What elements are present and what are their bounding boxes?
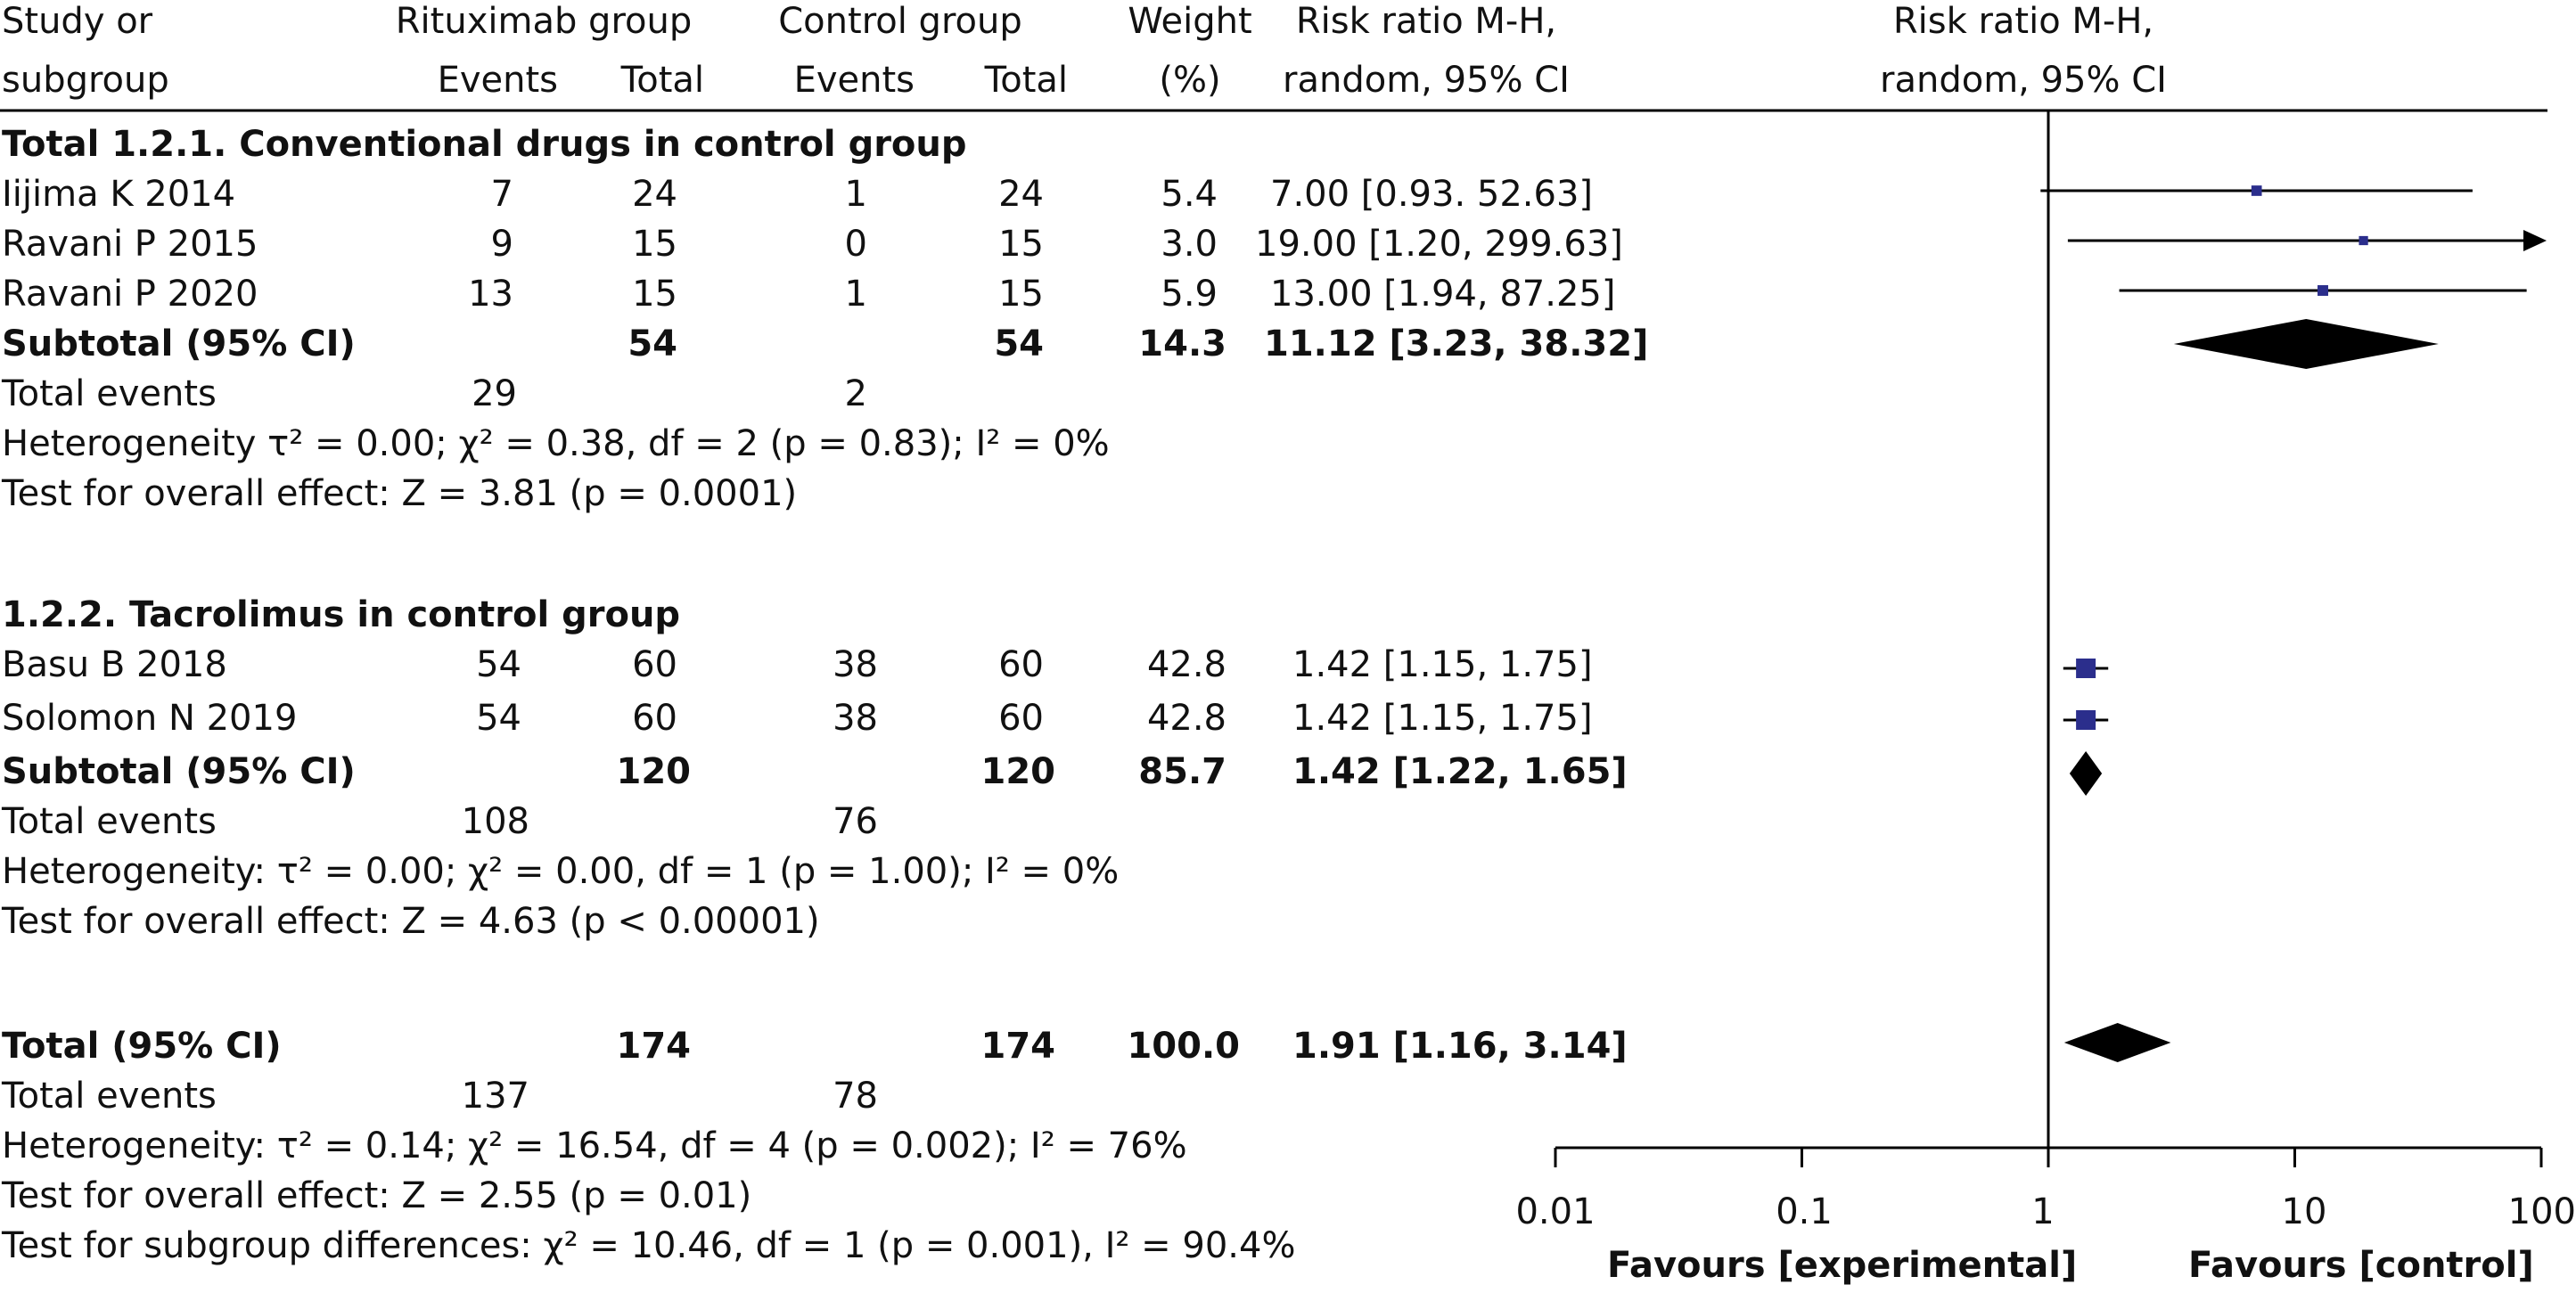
- total-events-control: 2: [844, 373, 867, 414]
- study-marker: [2318, 285, 2328, 296]
- study-marker: [2252, 185, 2262, 196]
- events-control: 38: [833, 644, 878, 685]
- subtotal-total-control: 120: [980, 751, 1055, 792]
- header-events-rituximab: Events: [437, 60, 558, 101]
- axis-tick-label: 0.01: [1515, 1191, 1596, 1232]
- subtotal-label: Subtotal (95% CI): [2, 323, 356, 364]
- favours-experimental-label: Favours [experimental]: [1607, 1245, 2078, 1286]
- subtotal-ci-text: 1.42 [1.22, 1.65]: [1292, 751, 1628, 792]
- axis-tick-label: 0.1: [1776, 1191, 1833, 1232]
- study-marker: [2359, 236, 2367, 245]
- weight: 5.9: [1161, 274, 1218, 315]
- total-control: 24: [998, 174, 1044, 215]
- ci-text: 1.42 [1.15, 1.75]: [1292, 644, 1593, 685]
- total-rituximab: 15: [632, 224, 677, 265]
- ci-text: 19.00 [1.20, 299.63]: [1255, 224, 1623, 265]
- header-plot-rr-line2: random, 95% CI: [1880, 60, 2167, 101]
- total-control: 60: [998, 644, 1044, 685]
- total-events-label: Total events: [2, 801, 217, 842]
- favours-control-label: Favours [control]: [2188, 1245, 2534, 1286]
- study-marker: [2076, 710, 2096, 730]
- total-total-rituximab: 174: [616, 1026, 691, 1067]
- subgroup-differences-text: Test for subgroup differences: χ² = 10.46, df = 1 (p = 0.001), I² = 90.4%: [2, 1225, 1296, 1266]
- ci-text: 7.00 [0.93. 52.63]: [1270, 174, 1593, 215]
- study-name: Iijima K 2014: [2, 174, 236, 215]
- total-control: 15: [998, 224, 1044, 265]
- heterogeneity-text: Heterogeneity τ² = 0.00; χ² = 0.38, df = 2 (p = 0.83); I² = 0%: [2, 423, 1110, 464]
- total-total-control: 174: [980, 1026, 1055, 1067]
- plot-layer: [1555, 110, 2547, 1167]
- header-weight-line2: (%): [1159, 60, 1221, 101]
- header-rr-line2: random, 95% CI: [1283, 60, 1570, 101]
- total-events-label: Total events: [2, 1076, 217, 1117]
- header-rituximab-group: Rituximab group: [395, 1, 693, 42]
- axis-tick-label: 1: [2031, 1191, 2055, 1232]
- header-total-rituximab: Total: [620, 60, 704, 101]
- summary-diamond: [2174, 319, 2439, 369]
- ci-arrow: [2523, 230, 2547, 251]
- overall-effect-text: Test for overall effect: Z = 4.63 (p < 0.00001): [2, 901, 820, 942]
- total-rituximab: 60: [632, 644, 677, 685]
- events-control: 1: [844, 274, 867, 315]
- weight: 5.4: [1161, 174, 1218, 215]
- study-name: Basu B 2018: [2, 644, 227, 685]
- events-control: 38: [833, 698, 878, 739]
- weight: 42.8: [1146, 698, 1226, 739]
- summary-diamond: [2064, 1023, 2171, 1062]
- subgroup2-title: 1.2.2. Tacrolimus in control group: [2, 594, 681, 635]
- total-events-rituximab: 108: [461, 801, 529, 842]
- events-control: 1: [844, 174, 867, 215]
- ci-text: 1.42 [1.15, 1.75]: [1292, 698, 1593, 739]
- total-rituximab: 15: [632, 274, 677, 315]
- events-rituximab: 13: [468, 274, 513, 315]
- subgroup1-title: Total 1.2.1. Conventional drugs in control group: [2, 124, 967, 165]
- subtotal-weight: 14.3: [1138, 323, 1226, 364]
- header-total-control: Total: [984, 60, 1068, 101]
- header-weight-line1: Weight: [1128, 1, 1252, 42]
- axis-tick-label: 100: [2507, 1191, 2576, 1232]
- heterogeneity-text: Heterogeneity: τ² = 0.14; χ² = 16.54, df = 4 (p = 0.002); I² = 76%: [2, 1125, 1187, 1166]
- header-rr-line1: Risk ratio M-H,: [1295, 1, 1557, 42]
- total-ci-text: 1.91 [1.16, 3.14]: [1292, 1026, 1628, 1067]
- header-plot-rr-line1: Risk ratio M-H,: [1892, 1, 2154, 42]
- heterogeneity-text: Heterogeneity: τ² = 0.00; χ² = 0.00, df = 1 (p = 1.00); I² = 0%: [2, 851, 1120, 892]
- total-rituximab: 24: [632, 174, 677, 215]
- total-weight: 100.0: [1127, 1026, 1240, 1067]
- events-rituximab: 9: [490, 224, 513, 265]
- total-rituximab: 60: [632, 698, 677, 739]
- study-marker: [2076, 659, 2096, 678]
- events-rituximab: 7: [490, 174, 513, 215]
- axis-tick-label: 10: [2281, 1191, 2327, 1232]
- header-study-line1: Study or: [2, 1, 153, 42]
- header-events-control: Events: [793, 60, 915, 101]
- overall-effect-text: Test for overall effect: Z = 3.81 (p = 0.0001): [2, 473, 798, 514]
- overall-effect-text: Test for overall effect: Z = 2.55 (p = 0.01): [2, 1175, 752, 1216]
- total-events-label: Total events: [2, 373, 217, 414]
- total-events-control: 78: [833, 1076, 878, 1117]
- total-control: 60: [998, 698, 1044, 739]
- study-name: Ravani P 2015: [2, 224, 258, 265]
- header-study-line2: subgroup: [2, 60, 169, 101]
- total-label: Total (95% CI): [2, 1026, 282, 1067]
- summary-diamond: [2070, 751, 2102, 796]
- total-events-control: 76: [833, 801, 878, 842]
- study-name: Solomon N 2019: [2, 698, 298, 739]
- subtotal-weight: 85.7: [1138, 751, 1226, 792]
- subtotal-total-control: 54: [994, 323, 1044, 364]
- events-rituximab: 54: [476, 698, 521, 739]
- weight: 3.0: [1161, 224, 1218, 265]
- weight: 42.8: [1146, 644, 1226, 685]
- total-events-rituximab: 29: [472, 373, 517, 414]
- header-control-group: Control group: [778, 1, 1022, 42]
- study-name: Ravani P 2020: [2, 274, 258, 315]
- subtotal-label: Subtotal (95% CI): [2, 751, 356, 792]
- events-control: 0: [844, 224, 867, 265]
- total-control: 15: [998, 274, 1044, 315]
- subtotal-total-rituximab: 54: [628, 323, 677, 364]
- total-events-rituximab: 137: [461, 1076, 529, 1117]
- subtotal-ci-text: 11.12 [3.23, 38.32]: [1264, 323, 1649, 364]
- subtotal-total-rituximab: 120: [616, 751, 691, 792]
- ci-text: 13.00 [1.94, 87.25]: [1270, 274, 1616, 315]
- events-rituximab: 54: [476, 644, 521, 685]
